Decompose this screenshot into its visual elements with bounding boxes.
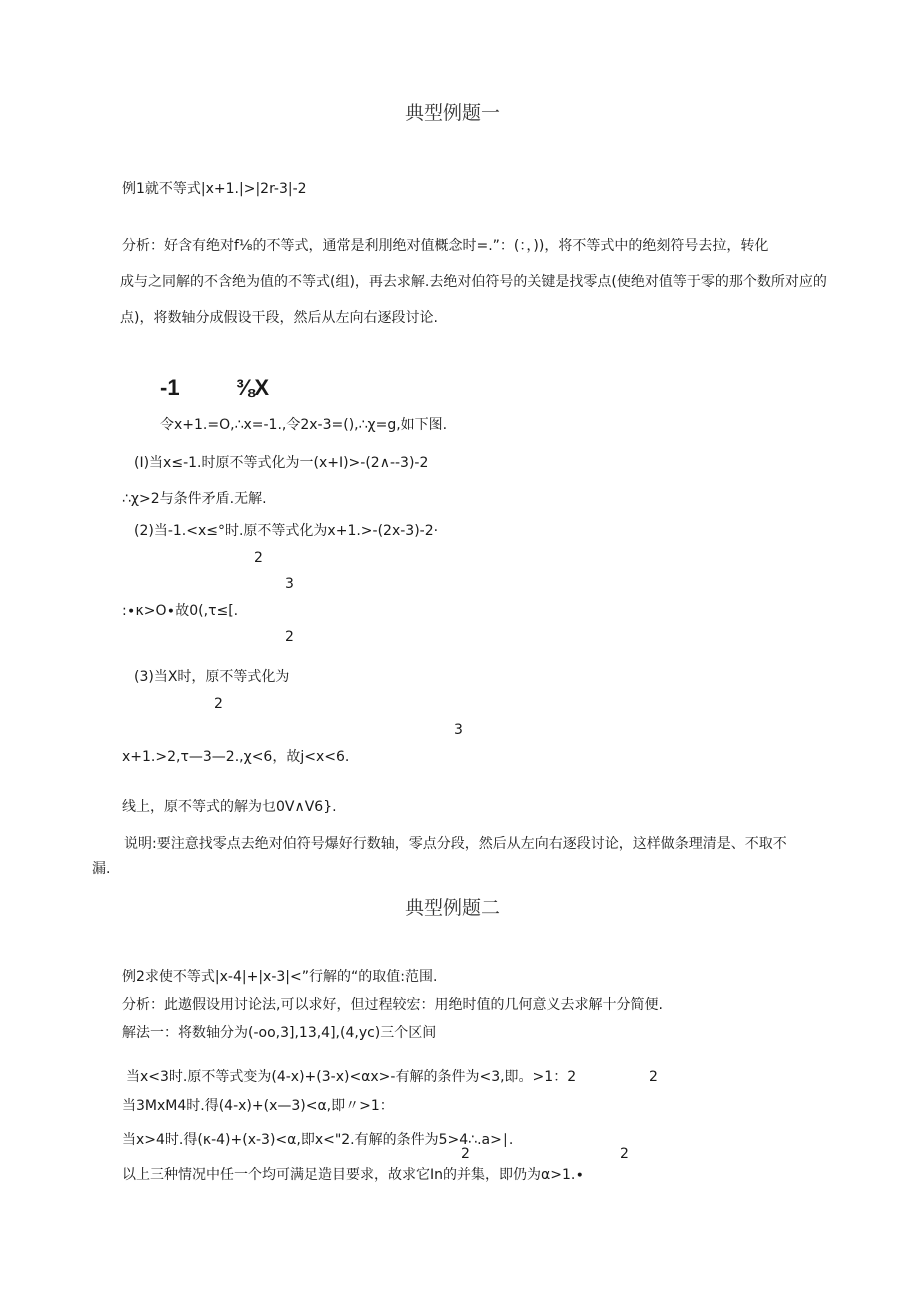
- case-3-fraction-numerator: 3: [454, 722, 463, 738]
- note-1-line-2: 漏.: [92, 861, 111, 877]
- case-1-text: (I)当x≤-1.时原不等式化为一(x+I)>-(2∧--3)-2: [134, 455, 429, 471]
- section-1-title: 典型例题一: [405, 102, 501, 124]
- case-2-text: (2)当-1.<x≤°时.原不等式化为x+1.>-(2x-3)-2·: [134, 523, 439, 539]
- case-2-result: :∙κ>O∙故0(,τ≤[.: [122, 603, 239, 619]
- method-1-line-4: 以上三种情况中任一个均可满足造目要求，故求它In的并集，即仍为α>1.∙: [122, 1167, 585, 1183]
- analysis-1-line-2: 成与之同解的不含绝为值的不等式(组)，再去求解.去绝对伯符号的关键是找零点(使绝对值等于零的那个数所对应的: [120, 274, 827, 290]
- method-1-line-3-fraction-a: 2: [461, 1146, 470, 1162]
- example-1-statement: 例1就不等式|x+1.|>|2r-3|-2: [122, 181, 307, 197]
- case-2-fraction-numerator: 3: [285, 576, 294, 592]
- method-1-line-3-fraction-b: 2: [620, 1146, 629, 1162]
- case-3-result: x+1.>2,τ—3—2.,χ<6，故j<x<6.: [122, 749, 350, 765]
- method-1-line-3: 当x>4时.得(κ-4)+(x-3)<α,即x<"2.有解的条件为5>4∴.a>∣.: [122, 1132, 514, 1148]
- case-1-result: ∴χ>2与条件矛盾.无解.: [122, 491, 267, 507]
- analysis-1-line-1: 分析：好含有绝对f⅛的不等式，通常是利刖绝对值概念时=.”：(：，))，将不等式中的绝刻符号去拉，转化: [122, 238, 769, 254]
- number-line-left-label: -1: [160, 375, 180, 400]
- note-1-line-1: 说明:要注意找零点去绝对伯符号爆好行数轴，零点分段，然后从左向右逐段讨论，这样做条理清是、不取不: [124, 836, 787, 852]
- number-line-right-label: ⅜X: [236, 375, 270, 400]
- analysis-1: [122, 228, 829, 336]
- zero-points-text: 令x+1.=O,∴x=-1.,令2x-3=(),∴χ=g,如下图.: [160, 417, 448, 433]
- case-2-fraction-denominator: 2: [254, 550, 263, 566]
- method-1-line-2: 当3MxM4时.得(4-x)+(x—3)<α,即〃>1：: [122, 1098, 394, 1114]
- method-1-line-1-fraction: 2: [649, 1069, 658, 1085]
- case-3-text: (3)当X时，原不等式化为: [134, 669, 290, 685]
- method-1-heading: 解法一：将数轴分为(-oo,3],13,4],(4,yc)三个区间: [122, 1025, 437, 1041]
- section-2-title: 典型例题二: [405, 897, 501, 919]
- method-1-line-1: 当x<3时.原不等式变为(4-x)+(3-x)<αx>-有解的条件为<3,即。>1：2: [126, 1069, 577, 1085]
- case-2-result-denominator: 2: [285, 629, 294, 645]
- example-2-statement: 例2求使不等式|x-4|+|x-3|<”行解的“的取值:范围.: [122, 969, 438, 985]
- conclusion-1: 线上，原不等式的解为乜0V∧V6}.: [122, 799, 337, 815]
- analysis-1-line-3: 点)，将数轴分成假设干段，然后从左向右逐段讨论.: [120, 310, 438, 326]
- analysis-2: 分析：此遨假设用讨论法,可以求好，但过程较宏：用绝时值的几何意义去求解十分简便.: [122, 997, 663, 1013]
- case-3-fraction-denominator: 2: [214, 696, 223, 712]
